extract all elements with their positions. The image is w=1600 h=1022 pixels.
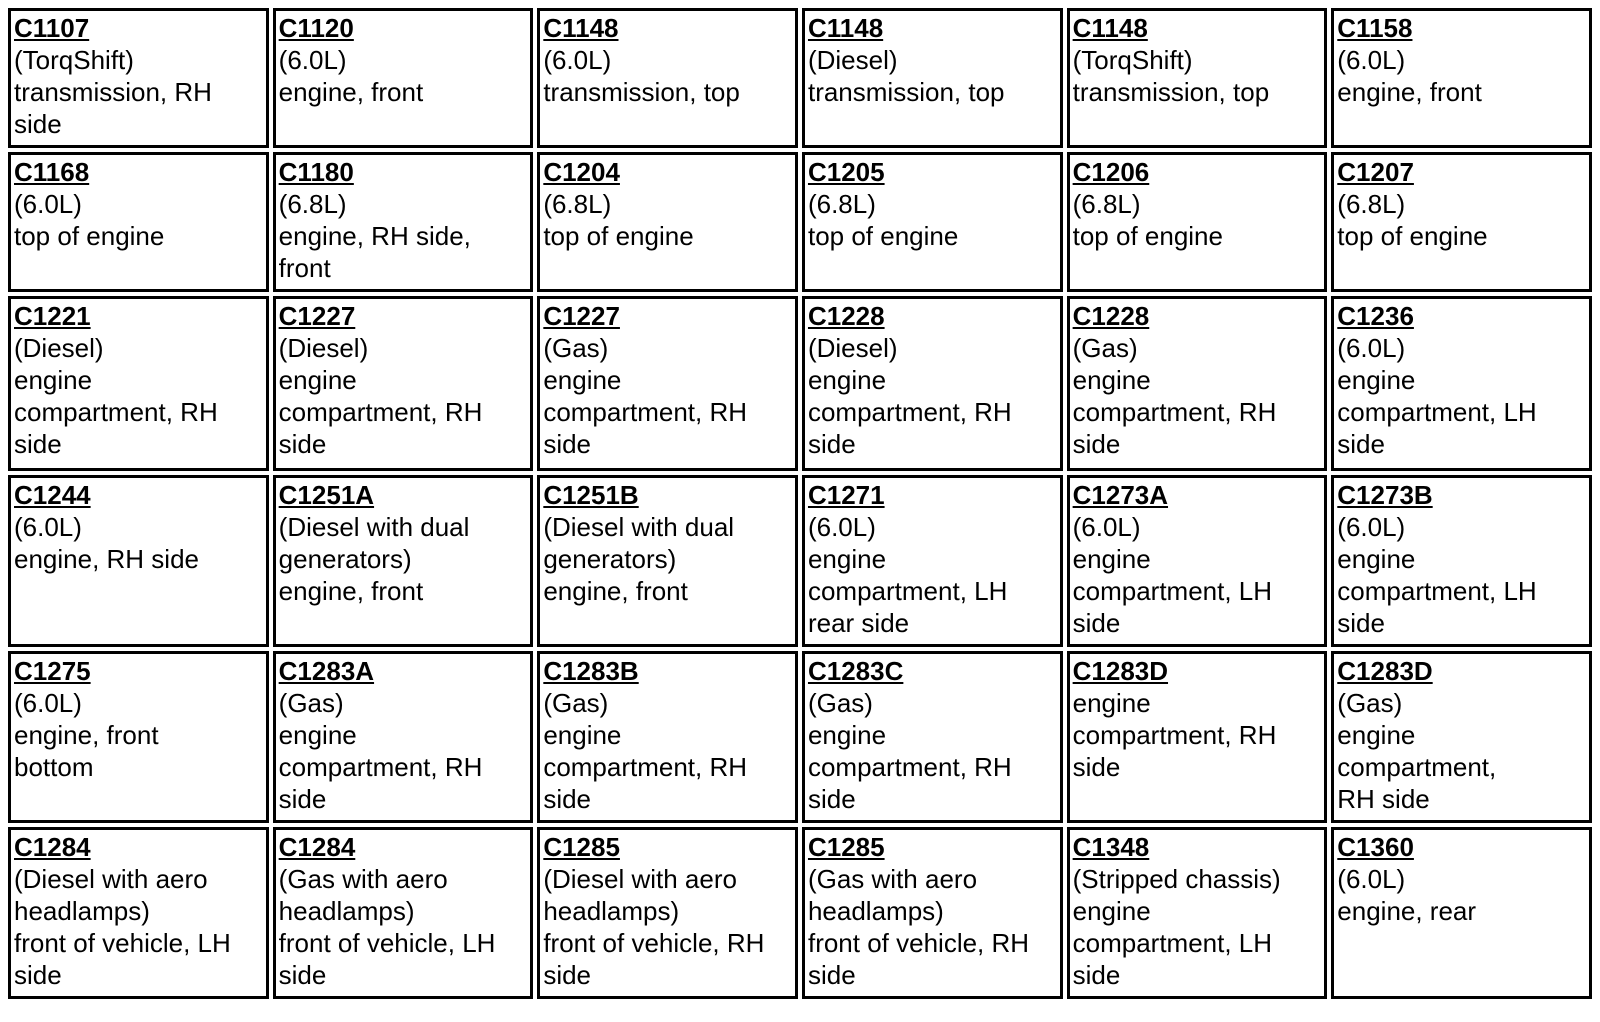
connector-cell	[1331, 296, 1592, 471]
connector-code: C1180	[278, 157, 354, 187]
connector-cell	[8, 827, 269, 999]
connector-location: (6.0L) engine compartment, LH side	[1337, 512, 1537, 638]
connector-location: (Gas) engine compartment, RH side	[1337, 688, 1497, 814]
connector-cell	[273, 152, 534, 292]
connector-code: C1284	[278, 832, 356, 862]
connector-code: C1283B	[543, 656, 639, 686]
connector-cell	[1331, 651, 1592, 823]
connector-code: C1148	[1072, 13, 1148, 43]
connector-location: (Gas) engine compartment, RH side	[278, 688, 483, 814]
connector-cell	[1331, 8, 1592, 148]
connector-cell	[1067, 827, 1328, 999]
connector-location: (TorqShift) transmission, RH side	[14, 45, 212, 139]
connector-code: C1148	[543, 13, 619, 43]
connector-code: C1205	[807, 157, 885, 187]
connector-location: (6.0L) engine, rear	[1337, 864, 1477, 926]
connector-location: (Gas with aero headlamps) front of vehicle, RH side	[807, 864, 1030, 990]
connector-cell	[1331, 152, 1592, 292]
table-row	[8, 475, 1592, 647]
connector-code: C1284	[14, 832, 91, 862]
connector-code: C1273A	[1072, 480, 1169, 510]
connector-code: C1120	[278, 13, 354, 43]
connector-cell	[537, 827, 798, 999]
connector-cell	[1067, 152, 1328, 292]
connector-location: (6.8L) top of engine	[1337, 189, 1488, 251]
connector-location: (Stripped chassis) engine compartment, LH side	[1072, 864, 1281, 990]
connector-code: C1283D	[1072, 656, 1169, 686]
connector-cell	[273, 296, 534, 471]
connector-location: (6.8L) top of engine	[543, 189, 694, 251]
table-row	[8, 152, 1592, 292]
connector-location: (6.0L) engine, front	[1337, 45, 1482, 107]
connector-cell	[8, 475, 269, 647]
table-row	[8, 8, 1592, 148]
connector-location: (6.0L) engine compartment, LH rear side	[807, 512, 1008, 638]
connector-cell	[1331, 827, 1592, 999]
connector-location: (6.0L) top of engine	[14, 189, 165, 251]
connector-cell	[1067, 8, 1328, 148]
connector-code: C1251A	[278, 480, 375, 510]
connector-location: (6.0L) engine compartment, LH side	[1337, 333, 1537, 459]
connector-code: C1207	[1337, 157, 1414, 187]
connector-code: C1227	[543, 301, 620, 331]
connector-cell	[273, 651, 534, 823]
connector-location: (6.0L) transmission, top	[543, 45, 740, 107]
connector-location: (Diesel) engine compartment, RH side	[807, 333, 1012, 459]
connector-cell	[537, 296, 798, 471]
connector-location: (Diesel) engine compartment, RH side	[14, 333, 218, 459]
connector-cell	[1067, 296, 1328, 471]
connector-code: C1348	[1072, 832, 1150, 862]
connector-location: (TorqShift) transmission, top	[1072, 45, 1270, 107]
connector-code: C1158	[1337, 13, 1413, 43]
connector-cell	[8, 8, 269, 148]
connector-code: C1244	[14, 480, 91, 510]
connector-location: (6.0L) engine, front bottom	[14, 688, 159, 782]
connector-location: (6.0L) engine, front	[278, 45, 424, 107]
connector-cell	[802, 651, 1063, 823]
connector-location: (Gas) engine compartment, RH side	[807, 688, 1012, 814]
table-row	[8, 827, 1592, 999]
connector-cell	[8, 296, 269, 471]
connector-location: (Diesel with aero headlamps) front of vehicle, RH side	[543, 864, 765, 990]
connector-cell	[802, 827, 1063, 999]
connector-location: (Gas) engine compartment, RH side	[543, 333, 748, 459]
connector-location: (6.8L) engine, RH side, front	[278, 189, 471, 283]
connector-code: C1285	[807, 832, 885, 862]
connector-location: (6.0L) engine compartment, LH side	[1072, 512, 1273, 638]
connector-code: C1236	[1337, 301, 1414, 331]
connector-location: (Gas) engine compartment, RH side	[1072, 333, 1277, 459]
connector-cell	[537, 475, 798, 647]
connector-cell	[273, 827, 534, 999]
connector-cell	[8, 152, 269, 292]
connector-location: (Gas with aero headlamps) front of vehicle, LH side	[278, 864, 496, 990]
connector-cell	[273, 8, 534, 148]
connector-code: C1360	[1337, 832, 1414, 862]
connector-location: (Diesel with dual generators) engine, front	[543, 512, 735, 606]
connector-code: C1148	[807, 13, 884, 43]
connector-code: C1273B	[1337, 480, 1433, 510]
connector-cell	[537, 651, 798, 823]
connector-location: (Diesel) transmission, top	[807, 45, 1005, 107]
table-row	[8, 651, 1592, 823]
connector-code: C1285	[543, 832, 620, 862]
connector-location: (Gas) engine compartment, RH side	[543, 688, 748, 814]
connector-location: (6.8L) top of engine	[1072, 189, 1223, 251]
connector-code: C1204	[543, 157, 620, 187]
connector-cell	[802, 8, 1063, 148]
connector-cell	[1067, 651, 1328, 823]
connector-location: (6.0L) engine, RH side	[14, 512, 199, 574]
connector-code: C1221	[14, 301, 91, 331]
connector-code: C1283C	[807, 656, 904, 686]
connector-code: C1206	[1072, 157, 1150, 187]
connector-cell	[802, 296, 1063, 471]
connector-cell	[8, 651, 269, 823]
connector-cell	[802, 475, 1063, 647]
connector-location: (Diesel with aero headlamps) front of vehicle, LH side	[14, 864, 231, 990]
connector-location: (Diesel with dual generators) engine, front	[278, 512, 470, 606]
connector-code: C1227	[278, 301, 356, 331]
connector-location-table	[4, 4, 1596, 1003]
connector-code: C1283D	[1337, 656, 1433, 686]
connector-code: C1228	[1072, 301, 1150, 331]
connector-location: (Diesel) engine compartment, RH side	[278, 333, 483, 459]
connector-cell	[537, 8, 798, 148]
connector-code: C1271	[807, 480, 885, 510]
table-row	[8, 296, 1592, 471]
connector-location: engine compartment, RH side	[1072, 688, 1277, 782]
connector-code: C1251B	[543, 480, 639, 510]
connector-code: C1228	[807, 301, 885, 331]
connector-cell	[1067, 475, 1328, 647]
connector-cell	[273, 475, 534, 647]
connector-code: C1275	[14, 656, 91, 686]
connector-code: C1168	[14, 157, 90, 187]
connector-cell	[1331, 475, 1592, 647]
connector-cell	[537, 152, 798, 292]
connector-code: C1283A	[278, 656, 375, 686]
connector-location: (6.8L) top of engine	[807, 189, 959, 251]
connector-cell	[802, 152, 1063, 292]
connector-code: C1107	[14, 13, 90, 43]
